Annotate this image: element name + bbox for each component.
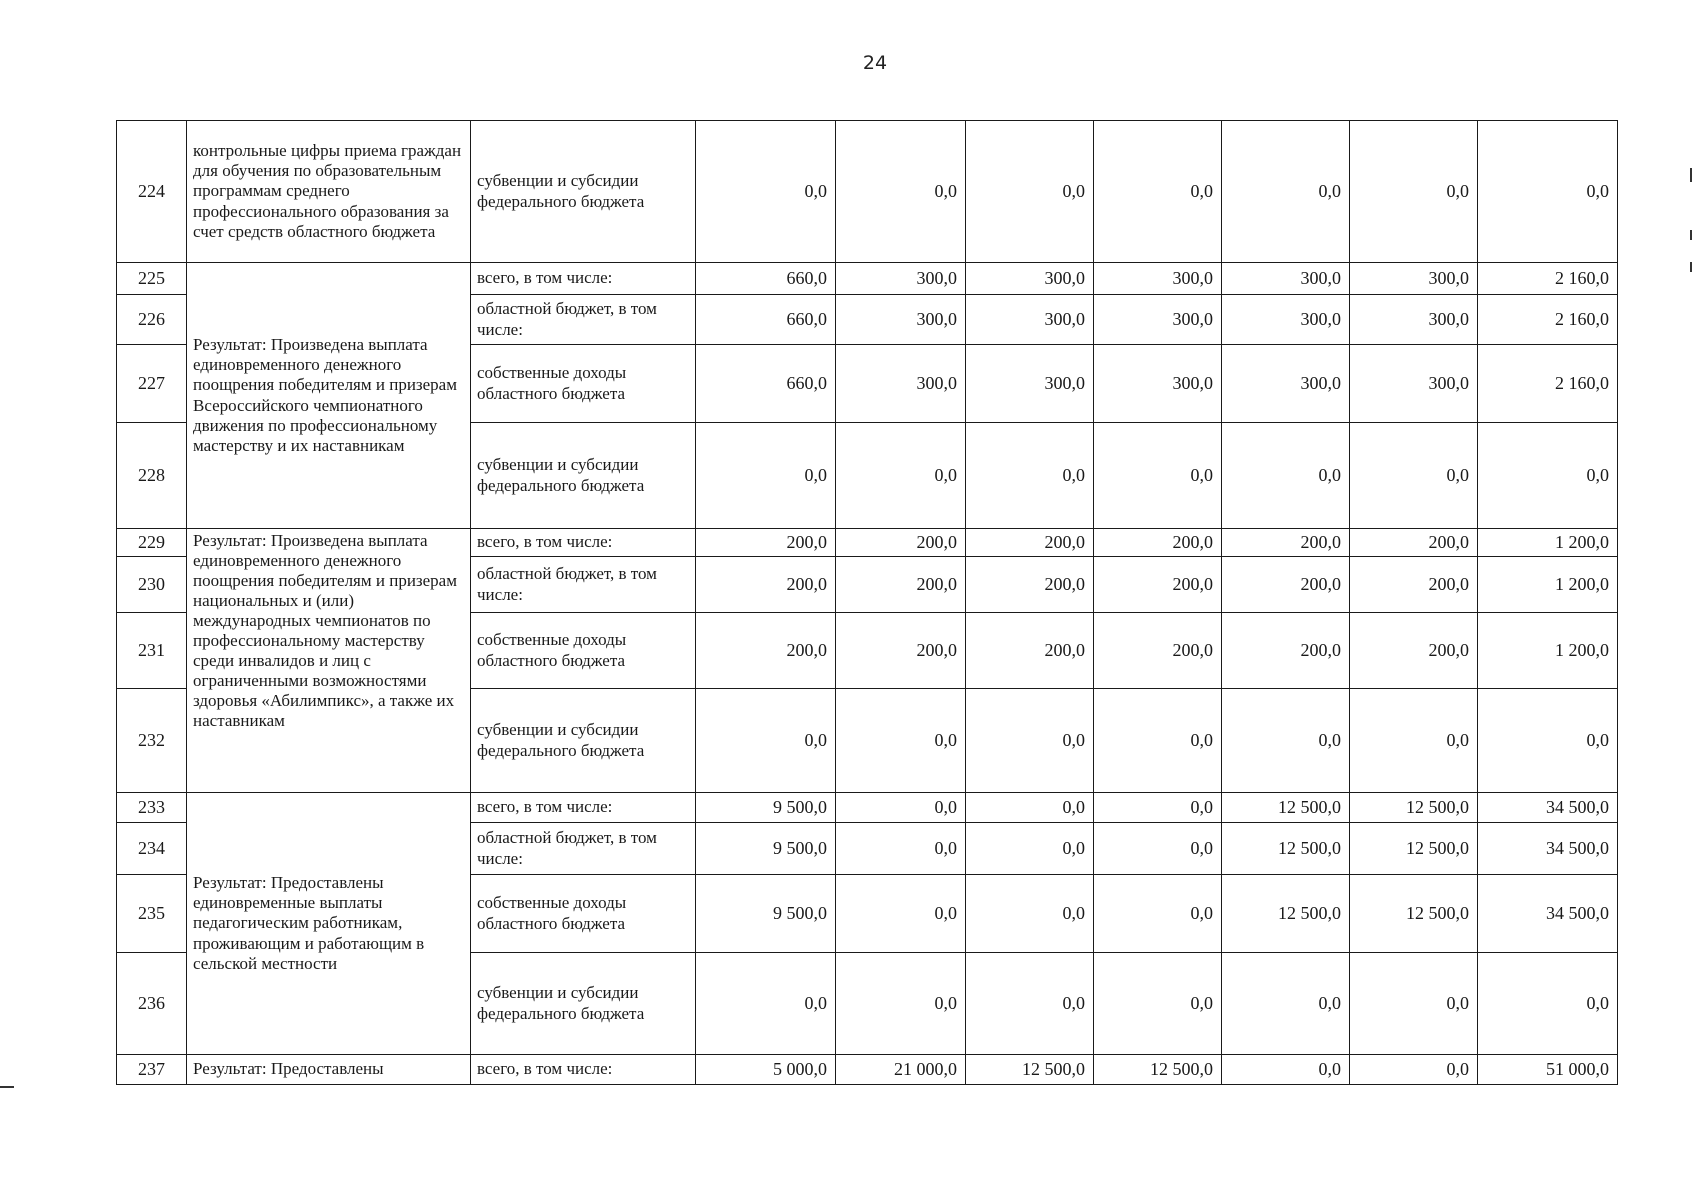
value-cell: 0,0 (966, 121, 1094, 263)
value-cell: 300,0 (966, 295, 1094, 345)
funding-source: собственные доходы областного бюджета (471, 613, 696, 689)
funding-source: субвенции и субсидии федерального бюджета (471, 689, 696, 793)
value-cell: 0,0 (836, 121, 966, 263)
value-cell: 200,0 (1094, 529, 1222, 557)
funding-source: всего, в том числе: (471, 793, 696, 823)
value-cell: 12 500,0 (1222, 793, 1350, 823)
value-cell: 0,0 (1222, 953, 1350, 1055)
value-cell: 300,0 (1094, 345, 1222, 423)
value-cell: 300,0 (1222, 345, 1350, 423)
value-cell: 300,0 (1350, 295, 1478, 345)
value-cell: 0,0 (1222, 121, 1350, 263)
value-cell: 200,0 (1222, 557, 1350, 613)
value-cell: 660,0 (696, 345, 836, 423)
row-description: Результат: Предоставлены единовременные выплаты педагогическим работникам, проживающим и работающим в сельской местности (187, 793, 471, 1055)
value-cell: 0,0 (966, 423, 1094, 529)
funding-source: всего, в том числе: (471, 529, 696, 557)
value-cell: 12 500,0 (966, 1055, 1094, 1085)
value-cell: 300,0 (1350, 263, 1478, 295)
value-cell: 0,0 (1222, 423, 1350, 529)
funding-source: областной бюджет, в том числе: (471, 295, 696, 345)
table-row (117, 793, 1618, 823)
row-description: Результат: Произведена выплата единовременного денежного поощрения победителям и призерам Всероссийского чемпионатного движения по профессиональному мастерству и их наставникам (187, 263, 471, 529)
row-number: 224 (117, 121, 187, 263)
value-cell: 300,0 (1094, 295, 1222, 345)
row-number: 227 (117, 345, 187, 423)
value-cell: 0,0 (1350, 423, 1478, 529)
value-cell: 0,0 (836, 423, 966, 529)
funding-source: областной бюджет, в том числе: (471, 823, 696, 875)
value-cell: 300,0 (1350, 345, 1478, 423)
value-cell: 51 000,0 (1478, 1055, 1618, 1085)
value-cell: 9 500,0 (696, 875, 836, 953)
value-cell: 200,0 (836, 529, 966, 557)
value-cell: 200,0 (966, 557, 1094, 613)
value-cell: 9 500,0 (696, 793, 836, 823)
value-cell: 300,0 (1222, 295, 1350, 345)
value-cell: 2 160,0 (1478, 345, 1618, 423)
value-cell: 34 500,0 (1478, 823, 1618, 875)
value-cell: 300,0 (1222, 263, 1350, 295)
scan-edge-mark (0, 1086, 14, 1088)
value-cell: 0,0 (1350, 121, 1478, 263)
value-cell: 0,0 (836, 953, 966, 1055)
funding-source: субвенции и субсидии федерального бюджета (471, 121, 696, 263)
value-cell: 300,0 (836, 263, 966, 295)
scan-edge-mark (1690, 262, 1692, 272)
value-cell: 200,0 (1350, 529, 1478, 557)
value-cell: 0,0 (966, 689, 1094, 793)
value-cell: 0,0 (696, 953, 836, 1055)
row-number: 236 (117, 953, 187, 1055)
value-cell: 0,0 (966, 823, 1094, 875)
value-cell: 200,0 (696, 529, 836, 557)
row-number: 228 (117, 423, 187, 529)
value-cell: 0,0 (1094, 793, 1222, 823)
value-cell: 200,0 (1350, 557, 1478, 613)
value-cell: 200,0 (696, 557, 836, 613)
row-description: Результат: Предоставлены (187, 1055, 471, 1085)
value-cell: 21 000,0 (836, 1055, 966, 1085)
value-cell: 0,0 (1222, 1055, 1350, 1085)
row-number: 233 (117, 793, 187, 823)
value-cell: 660,0 (696, 263, 836, 295)
value-cell: 0,0 (1478, 423, 1618, 529)
table-row (117, 121, 1618, 263)
funding-source: собственные доходы областного бюджета (471, 345, 696, 423)
value-cell: 0,0 (1350, 1055, 1478, 1085)
value-cell: 300,0 (1094, 263, 1222, 295)
value-cell: 200,0 (836, 557, 966, 613)
funding-source: всего, в том числе: (471, 263, 696, 295)
value-cell: 0,0 (696, 121, 836, 263)
row-number: 226 (117, 295, 187, 345)
value-cell: 12 500,0 (1350, 875, 1478, 953)
value-cell: 0,0 (1478, 689, 1618, 793)
page-number: 24 (862, 52, 888, 74)
value-cell: 0,0 (696, 689, 836, 793)
table-row (117, 263, 1618, 295)
row-number: 229 (117, 529, 187, 557)
value-cell: 1 200,0 (1478, 613, 1618, 689)
scan-edge-mark (1690, 168, 1692, 182)
value-cell: 0,0 (836, 823, 966, 875)
scan-edge-mark (1690, 230, 1692, 240)
value-cell: 1 200,0 (1478, 557, 1618, 613)
value-cell: 0,0 (966, 793, 1094, 823)
value-cell: 12 500,0 (1350, 823, 1478, 875)
value-cell: 0,0 (966, 875, 1094, 953)
value-cell: 300,0 (966, 263, 1094, 295)
value-cell: 0,0 (1094, 121, 1222, 263)
funding-source: собственные доходы областного бюджета (471, 875, 696, 953)
value-cell: 200,0 (836, 613, 966, 689)
value-cell: 200,0 (966, 613, 1094, 689)
value-cell: 1 200,0 (1478, 529, 1618, 557)
row-description: контрольные цифры приема граждан для обучения по образовательным программам среднего профессионального образования за счет средств областного бюджета (187, 121, 471, 263)
value-cell: 0,0 (696, 423, 836, 529)
funding-source: всего, в том числе: (471, 1055, 696, 1085)
value-cell: 0,0 (1094, 953, 1222, 1055)
value-cell: 200,0 (966, 529, 1094, 557)
value-cell: 34 500,0 (1478, 793, 1618, 823)
value-cell: 300,0 (836, 295, 966, 345)
value-cell: 0,0 (836, 689, 966, 793)
value-cell: 0,0 (1094, 423, 1222, 529)
value-cell: 200,0 (1094, 557, 1222, 613)
row-number: 231 (117, 613, 187, 689)
value-cell: 0,0 (836, 875, 966, 953)
value-cell: 660,0 (696, 295, 836, 345)
row-number: 235 (117, 875, 187, 953)
row-description: Результат: Произведена выплата единовременного денежного поощрения победителям и призерам национальных и (или) международных чемпионатов по профессиональному мастерству среди инвалидов и лиц с ограниченными возможностями здоровья «Абилимпикс», а также их наставникам (187, 529, 471, 793)
value-cell: 0,0 (1350, 689, 1478, 793)
value-cell: 2 160,0 (1478, 295, 1618, 345)
value-cell: 200,0 (1222, 613, 1350, 689)
value-cell: 0,0 (1094, 875, 1222, 953)
value-cell: 12 500,0 (1222, 875, 1350, 953)
row-number: 225 (117, 263, 187, 295)
value-cell: 200,0 (696, 613, 836, 689)
funding-source: областной бюджет, в том числе: (471, 557, 696, 613)
row-number: 230 (117, 557, 187, 613)
funding-source: субвенции и субсидии федерального бюджета (471, 953, 696, 1055)
value-cell: 200,0 (1350, 613, 1478, 689)
funding-source: субвенции и субсидии федерального бюджета (471, 423, 696, 529)
value-cell: 0,0 (1350, 953, 1478, 1055)
row-number: 232 (117, 689, 187, 793)
value-cell: 34 500,0 (1478, 875, 1618, 953)
table-row (117, 529, 1618, 557)
value-cell: 5 000,0 (696, 1055, 836, 1085)
value-cell: 9 500,0 (696, 823, 836, 875)
value-cell: 12 500,0 (1350, 793, 1478, 823)
value-cell: 0,0 (1094, 689, 1222, 793)
row-number: 237 (117, 1055, 187, 1085)
value-cell: 0,0 (1094, 823, 1222, 875)
budget-table (116, 120, 1618, 1085)
value-cell: 0,0 (1478, 953, 1618, 1055)
value-cell: 300,0 (966, 345, 1094, 423)
value-cell: 200,0 (1094, 613, 1222, 689)
value-cell: 0,0 (836, 793, 966, 823)
value-cell: 12 500,0 (1094, 1055, 1222, 1085)
value-cell: 0,0 (966, 953, 1094, 1055)
row-number: 234 (117, 823, 187, 875)
value-cell: 300,0 (836, 345, 966, 423)
table-row (117, 1055, 1618, 1085)
value-cell: 0,0 (1222, 689, 1350, 793)
value-cell: 2 160,0 (1478, 263, 1618, 295)
value-cell: 200,0 (1222, 529, 1350, 557)
value-cell: 0,0 (1478, 121, 1618, 263)
value-cell: 12 500,0 (1222, 823, 1350, 875)
